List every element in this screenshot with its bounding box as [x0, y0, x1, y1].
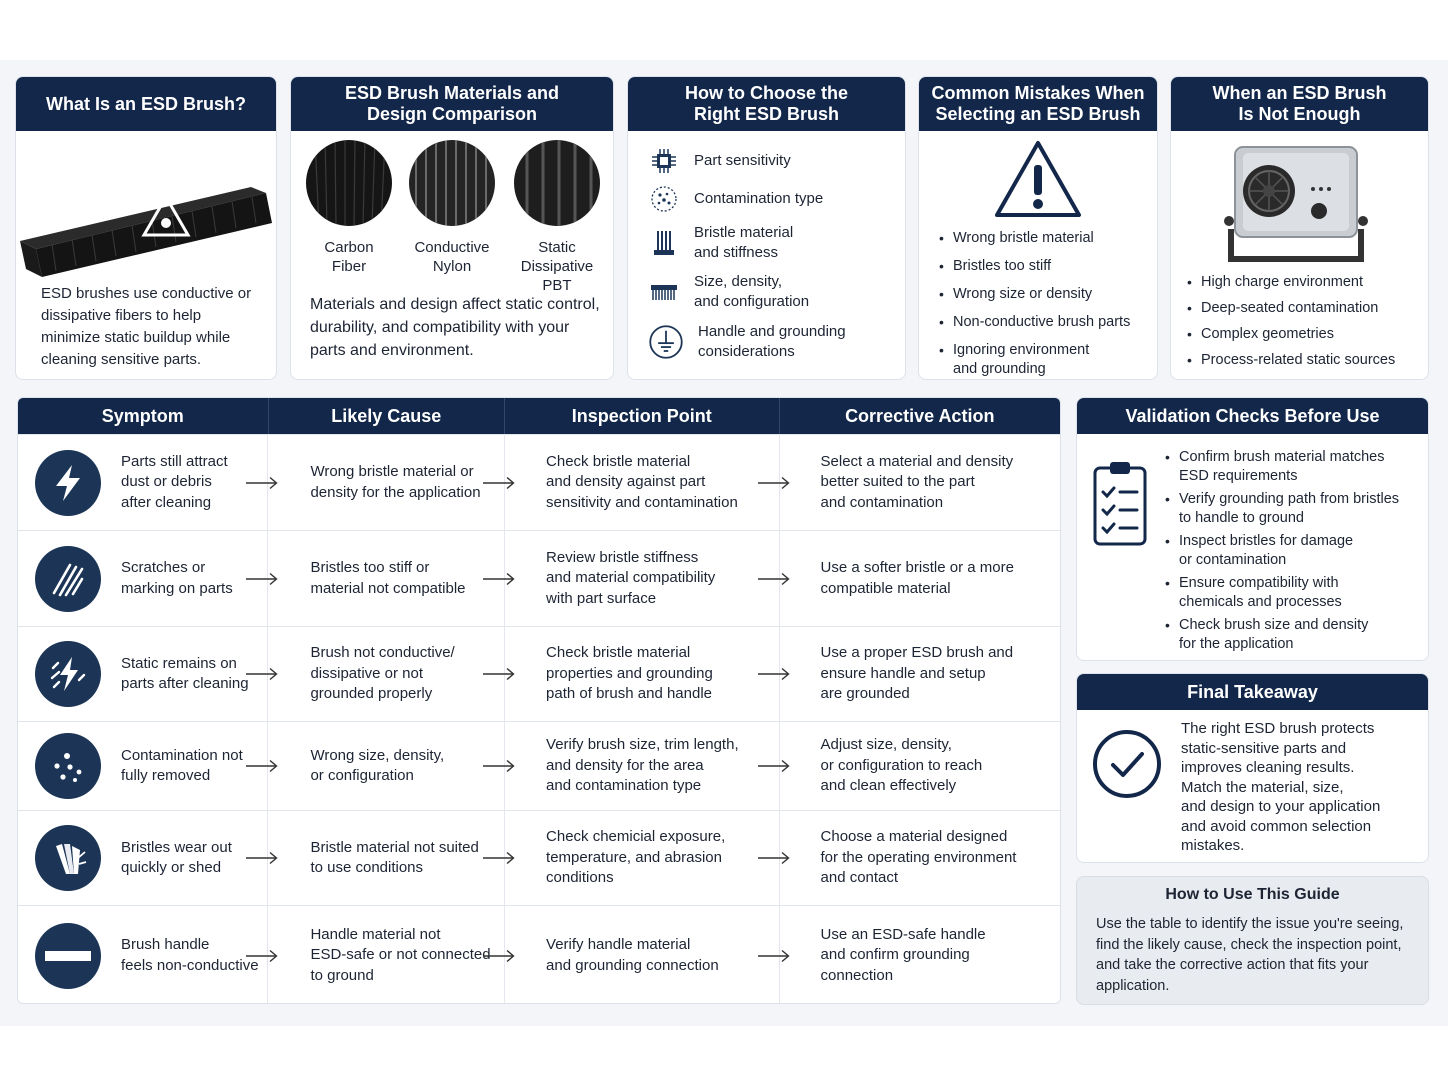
not-enough-item: • Deep-seated contamination [1187, 299, 1422, 318]
brush-head-icon [650, 278, 678, 306]
inspection-text: Verify brush size, trim length, and density for the area and contamination type [546, 736, 739, 795]
choose-label: Part sensitivity [694, 152, 791, 169]
cell-symptom [18, 811, 268, 905]
inspection-text: Check chemicial exposure, temperature, and abrasion conditions [546, 828, 726, 887]
material-static-dissipative-pbt [501, 139, 613, 295]
table-row [18, 626, 1060, 721]
inspection-text: Verify handle material and grounding connection [546, 936, 719, 974]
particles-icon [650, 185, 678, 213]
cell-cause [268, 435, 505, 530]
arrow-right-icon [757, 949, 791, 963]
inspection-text: Check bristle material and density against part sensitivity and contamination [546, 452, 738, 511]
validation-item: • Check brush size and density for the application [1165, 616, 1427, 654]
scratch-icon [35, 546, 101, 612]
validation-list [1165, 448, 1427, 654]
cell-cause [268, 627, 505, 721]
arrow-right-icon [482, 476, 516, 490]
takeaway-text: The right ESD brush protects static-sensitive parts and improves cleaning results. Match the material, size, and design to your application and avoid common selection mistakes. [1181, 720, 1381, 854]
ionizer-illustration [1221, 141, 1371, 266]
validation-item: • Ensure compatibility with chemicals and processes [1165, 574, 1427, 612]
not-enough-item: • Process-related static sources [1187, 351, 1422, 370]
cell-cause [268, 811, 505, 905]
table-header [18, 398, 1060, 434]
what-is-card [15, 76, 277, 380]
cell-cause [268, 531, 505, 626]
cell-action [780, 435, 1060, 530]
arrow-right-icon [245, 476, 279, 490]
cell-symptom [18, 906, 268, 1004]
action-text: Choose a material designed for the operating environment and contact [820, 828, 1017, 887]
material-label: Conductive Nylon [414, 239, 490, 275]
validation-item: • Verify grounding path from bristles to handle to ground [1165, 490, 1427, 528]
arrow-right-icon [245, 572, 279, 586]
table-row [18, 434, 1060, 530]
validation-card [1076, 397, 1429, 661]
cause-text: Bristle material not suited to use conditions [310, 838, 479, 876]
what-is-text: ESD brushes use conductive or dissipative fibers to help minimize static buildup while cleaning sensitive parts. [41, 285, 252, 368]
material-label: Carbon Fiber [324, 239, 374, 275]
not-enough-list [1187, 273, 1422, 370]
cell-inspection [505, 531, 779, 626]
cell-cause [268, 906, 505, 1004]
choose-item [650, 147, 791, 175]
handle-icon [35, 923, 101, 989]
validation-item: • Inspect bristles for damage or contamination [1165, 532, 1427, 570]
dots-icon [35, 733, 101, 799]
arrow-right-icon [482, 572, 516, 586]
arrow-right-icon [757, 476, 791, 490]
arrow-right-icon [245, 949, 279, 963]
checklist-icon [1092, 460, 1148, 546]
action-text: Use a proper ESD brush and ensure handle and setup are grounded [820, 644, 1014, 703]
cause-text: Brush not conductive/ dissipative or not grounded properly [310, 644, 455, 703]
not-enough-card [1170, 76, 1429, 380]
check-circle-icon [1091, 728, 1163, 800]
action-text: Select a material and density better suited to the part and contamination [820, 452, 1014, 511]
conductive-nylon-swatch [408, 139, 496, 227]
inspection-text: Check bristle material properties and grounding path of brush and handle [546, 644, 713, 703]
takeaway-title: Final Takeaway [1077, 674, 1428, 710]
mistake-item: • Wrong size or density [939, 285, 1154, 304]
choose-item [650, 272, 809, 312]
table-row [18, 905, 1060, 1004]
arrow-right-icon [245, 667, 279, 681]
choose-item [648, 322, 846, 362]
mistakes-card [918, 76, 1158, 380]
guide-card [1076, 876, 1429, 1005]
mistake-item: • Non-conductive brush parts [939, 313, 1154, 332]
header-symptom: Symptom [18, 398, 269, 434]
symptom-text: Bristles wear out quickly or shed [121, 838, 232, 876]
material-carbon-fiber [304, 139, 394, 276]
symptom-text: Scratches or marking on parts [121, 559, 233, 597]
symptom-text: Brush handle feels non-conductive [121, 936, 259, 974]
arrow-right-icon [482, 851, 516, 865]
not-enough-item: • High charge environment [1187, 273, 1422, 292]
arrow-right-icon [245, 851, 279, 865]
table-row [18, 721, 1060, 810]
mistake-item: • Wrong bristle material [939, 229, 1154, 248]
arrow-right-icon [482, 759, 516, 773]
cell-symptom [18, 531, 268, 626]
chip-icon [650, 147, 678, 175]
takeaway-card [1076, 673, 1429, 863]
table-row [18, 530, 1060, 626]
cause-text: Wrong size, density, or configuration [310, 746, 445, 784]
validation-item: • Confirm brush material matches ESD requirements [1165, 448, 1427, 486]
cell-action [780, 531, 1060, 626]
choose-card [627, 76, 906, 380]
materials-text: Materials and design affect static control, durability, and compatibility with your parts and environment. [310, 296, 600, 359]
materials-card [290, 76, 614, 380]
arrow-right-icon [482, 949, 516, 963]
mistake-item: • Ignoring environment and grounding [939, 341, 1154, 379]
symptom-text: Static remains on parts after cleaning [121, 654, 249, 692]
cause-text: Bristles too stiff or material not compatible [310, 559, 466, 597]
arrow-right-icon [245, 759, 279, 773]
arrow-right-icon [757, 851, 791, 865]
esd-brush-illustration [16, 131, 277, 281]
cell-action [780, 906, 1060, 1004]
cell-inspection [505, 722, 779, 810]
cell-action [780, 722, 1060, 810]
what-is-title: What Is an ESD Brush? [16, 77, 276, 131]
material-conductive-nylon [407, 139, 497, 276]
cause-text: Handle material not ESD-safe or not connected to ground [310, 925, 491, 984]
lightning-icon [35, 450, 101, 516]
header-likely-cause: Likely Cause [269, 398, 506, 434]
validation-title: Validation Checks Before Use [1077, 398, 1428, 434]
header-corrective-action: Corrective Action [845, 405, 995, 426]
arrow-right-icon [757, 572, 791, 586]
static-icon [35, 641, 101, 707]
choose-item [650, 223, 793, 263]
guide-text: Use the table to identify the issue you're seeing, find the likely cause, check the inspection point, and take the corrective action that fits your application. [1096, 916, 1404, 994]
warning-icon [993, 139, 1083, 219]
cell-symptom [18, 722, 268, 810]
action-text: Use an ESD-safe handle and confirm grounding connection [820, 925, 986, 984]
cell-inspection [505, 811, 779, 905]
cause-text: Wrong bristle material or density for the application [310, 463, 481, 501]
troubleshooting-table [17, 397, 1061, 1004]
cell-action [780, 627, 1060, 721]
arrow-right-icon [757, 667, 791, 681]
symptom-text: Parts still attract dust or debris after cleaning [121, 452, 228, 511]
bristle-icon [650, 229, 678, 257]
cell-symptom [18, 435, 268, 530]
not-enough-title: When an ESD Brush Is Not Enough [1171, 77, 1428, 131]
table-body [18, 434, 1060, 1004]
mistake-item: • Bristles too stiff [939, 257, 1154, 276]
action-text: Adjust size, density, or configuration to reach and clean effectively [820, 736, 983, 795]
choose-label: Bristle material and stiffness [694, 224, 794, 261]
pbt-swatch [513, 139, 601, 227]
cell-action [780, 811, 1060, 905]
inspection-text: Review bristle stiffness and material compatibility with part surface [546, 548, 716, 607]
carbon-fiber-swatch [305, 139, 393, 227]
choose-label: Handle and grounding considerations [698, 323, 846, 360]
frayed-bristles-icon [35, 825, 101, 891]
cell-cause [268, 722, 505, 810]
table-row [18, 810, 1060, 905]
header-inspection-point: Inspection Point [505, 398, 779, 434]
action-text: Use a softer bristle or a more compatible material [820, 559, 1014, 597]
arrow-right-icon [757, 759, 791, 773]
choose-title: How to Choose the Right ESD Brush [628, 77, 905, 131]
choose-item [650, 185, 823, 213]
materials-title: ESD Brush Materials and Design Comparison [291, 77, 613, 131]
not-enough-item: • Complex geometries [1187, 325, 1422, 344]
arrow-right-icon [482, 667, 516, 681]
choose-label: Contamination type [694, 190, 824, 207]
cell-inspection [505, 627, 779, 721]
mistakes-list [939, 229, 1154, 379]
guide-title: How to Use This Guide [1165, 886, 1340, 903]
mistakes-title: Common Mistakes When Selecting an ESD Brush [919, 77, 1157, 131]
cell-inspection [505, 435, 779, 530]
cell-inspection [505, 906, 779, 1004]
material-label: Static Dissipative PBT [520, 239, 594, 294]
choose-label: Size, density, and configuration [694, 273, 810, 310]
symptom-text: Contamination not fully removed [121, 746, 243, 784]
ground-icon [648, 324, 684, 360]
cell-symptom [18, 627, 268, 721]
